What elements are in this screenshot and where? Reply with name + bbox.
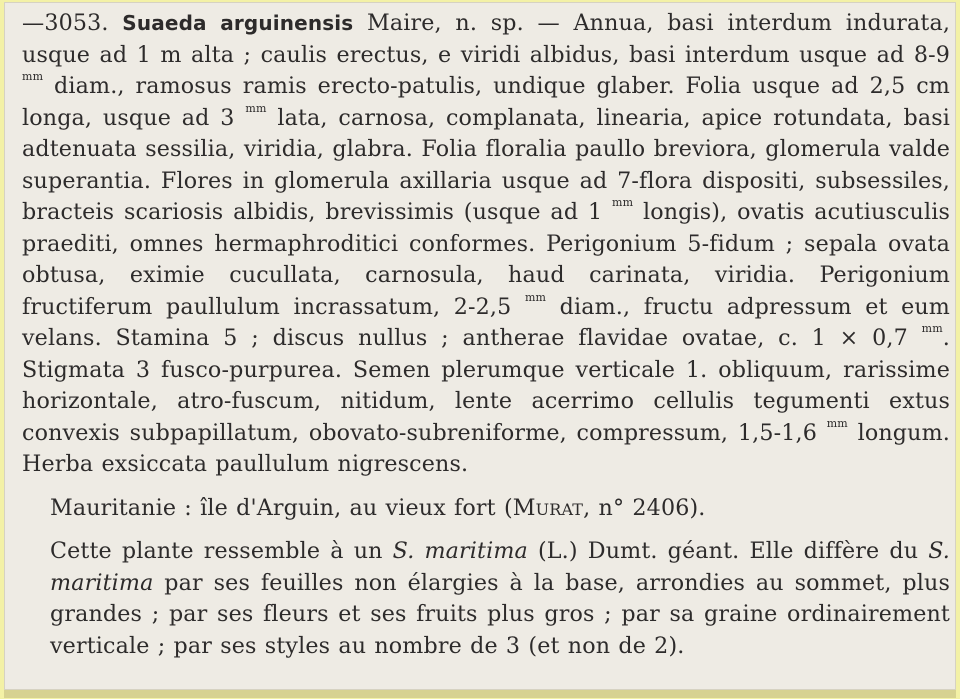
entry-number: —3053. <box>22 10 109 36</box>
unit-mm-2: mm <box>245 101 267 115</box>
note-text-2: (L.) Dumt. géant. Elle diffère du <box>527 538 929 564</box>
description-text-7: longum. Herba exsiccata paullulum nigrescens. <box>22 419 950 477</box>
description-text-4: longis), ovatis acutiusculis praediti, omnes hermaphroditici conformes. Perigonium 5-fidum ; sepala ovata obtusa, eximie cucullata, carnosula, haud carinata, viridia. Perigonium fructiferum paullulum incrassatum, 2-2,5 <box>22 199 950 320</box>
description-text-3: lata, carnosa, complanata, linearia, apice rotundata, basi adtenuata sessilia, viridia, glabra. Folia floralia paullo breviora, glomerula valde superantia. Flores in glomerula axillaria usque ad 7-flora dispositi, subsessiles, bracteis scariosis albidis, brevissimis (usque ad 1 <box>22 104 950 225</box>
note-text-1: Cette plante ressemble à un <box>50 538 393 564</box>
locality-text: Mauritanie : île d'Arguin, au vieux fort ( <box>50 494 513 521</box>
unit-mm-4: mm <box>524 290 547 304</box>
description-text-1: Annua, basi interdum indurata, usque ad 1 m alta ; caulis erectus, e viridi albidus, basi interdum usque ad 8-9 <box>22 10 951 68</box>
locality-line <box>22 493 950 525</box>
entry-dash: — <box>537 10 560 36</box>
description-text-5: diam., fructu adpressum et eum velans. Stamina 5 ; discus nullus ; antherae flavidae ovatae, c. 1 × 0,7 <box>22 293 951 351</box>
document-text <box>22 8 950 662</box>
taxon-reference-2: S. maritima <box>50 538 950 596</box>
note-text-3: par ses feuilles non élargies à la base, arrondies au sommet, plus grandes ; par ses fleurs et ses fruits plus gros ; par sa graine ordinairement verticale ; par ses styles au nombre de 3 (et non de 2). <box>50 569 950 659</box>
collection-number: , n° 2406). <box>583 494 706 521</box>
taxon-reference-1: S. maritima <box>392 538 528 564</box>
specimen-card <box>4 2 956 690</box>
unit-mm-6: mm <box>826 416 848 430</box>
collector-name: Murat <box>512 494 584 521</box>
species-name: Suaeda arguinensis <box>122 11 354 35</box>
comparison-note <box>22 536 950 662</box>
unit-mm-3: mm <box>612 196 634 209</box>
description-text-6: . Stigmata 3 fusco-purpurea. Semen plerumque verticale 1. obliquum, rarissime horizontale, atro-fuscum, nitidum, lente acerrimo cellulis tegumenti extus convexis subpapillatum, obovato-subreniforme, compressum, 1,5-1,6 <box>22 325 950 446</box>
species-description <box>22 8 950 481</box>
description-text-2: diam., ramosus ramis erecto-patulis, undique glaber. Folia usque ad 2,5 cm longa, usque ad 3 <box>22 73 950 131</box>
unit-mm-5: mm <box>921 322 943 335</box>
species-author: Maire, n. sp. <box>367 10 524 36</box>
unit-mm-1: mm <box>22 70 44 83</box>
